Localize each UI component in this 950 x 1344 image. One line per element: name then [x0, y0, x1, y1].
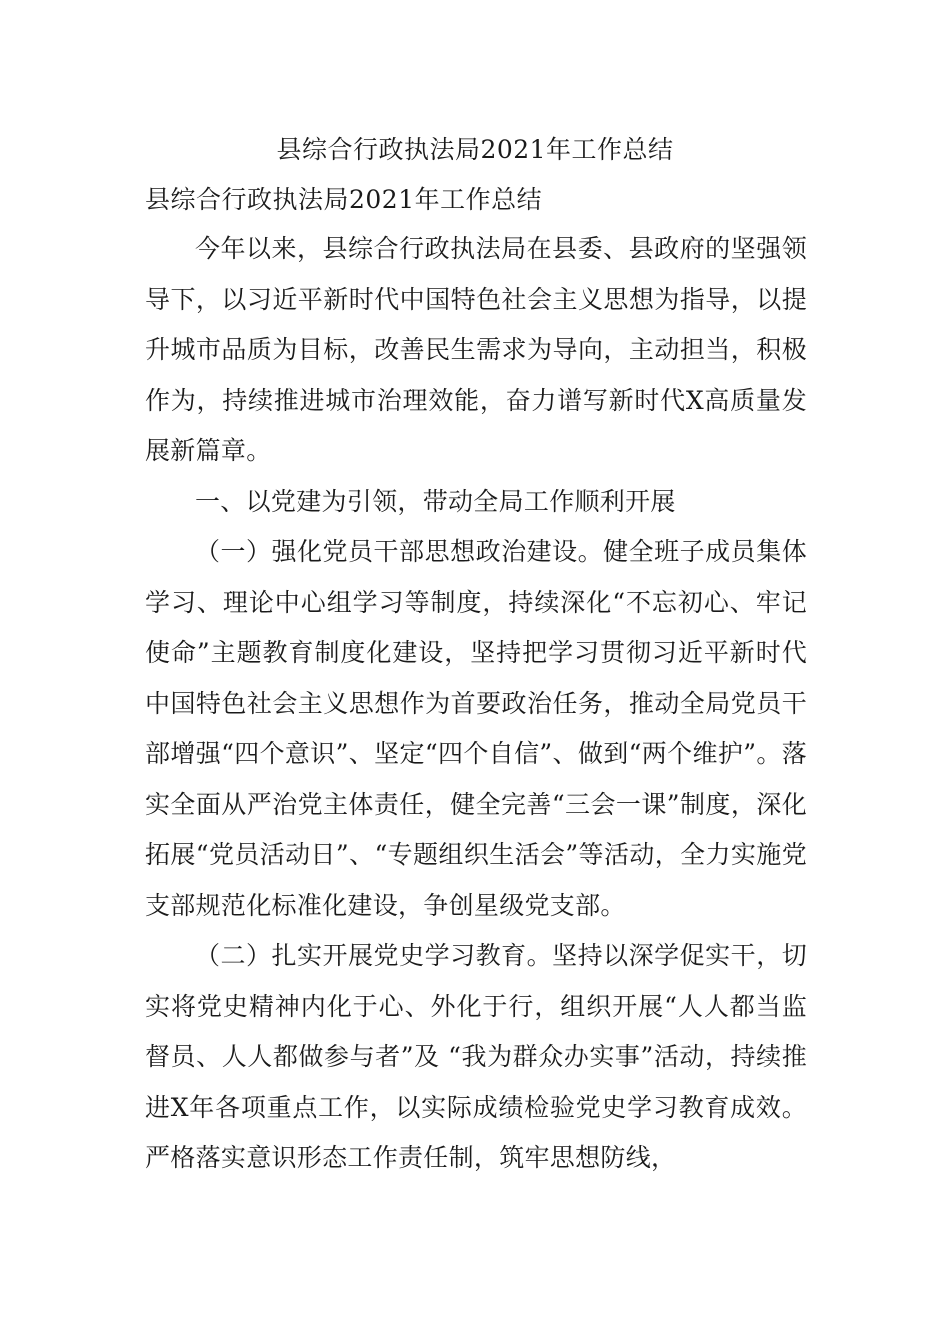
- paragraph-intro: 今年以来，县综合行政执法局在县委、县政府的坚强领导下，以习近平新时代中国特色社会主义思想为指导，以提升城市品质为目标，改善民生需求为导向，主动担当，积极作为，持续推进城市治理效能，奋力谱写新时代X高质量发展新篇章。: [145, 234, 807, 465]
- document-body: [145, 224, 807, 1184]
- paragraph-section-1-1: （一）强化党员干部思想政治建设。健全班子成员集体学习、理论中心组学习等制度，持续深化“不忘初心、牢记使命”主题教育制度化建设，坚持把学习贯彻习近平新时代中国特色社会主义思想作为首要政治任务，推动全局党员干部增强“四个意识”、坚定“四个自信”、做到“两个维护”。落实全面从严治党主体责任，健全完善“三会一课”制度，深化拓展“党员活动日”、“专题组织生活会”等活动，全力实施党支部规范化标准化建设，争创星级党支部。: [145, 537, 807, 920]
- document-subtitle: 县综合行政执法局2021年工作总结: [145, 185, 543, 214]
- section-heading-1: 一、以党建为引领，带动全局工作顺利开展: [195, 486, 676, 516]
- paragraph-section-1-2: （二）扎实开展党史学习教育。坚持以深学促实干，切实将党史精神内化于心、外化于行，组织开展“人人都当监督员、人人都做参与者”及 “我为群众办实事”活动，持续推进X年各项重点工作，以实际成绩检验党史学习教育成效。严格落实意识形态工作责任制，筑牢思想防线，: [145, 941, 807, 1172]
- document-title: 县综合行政执法局2021年工作总结: [276, 135, 674, 164]
